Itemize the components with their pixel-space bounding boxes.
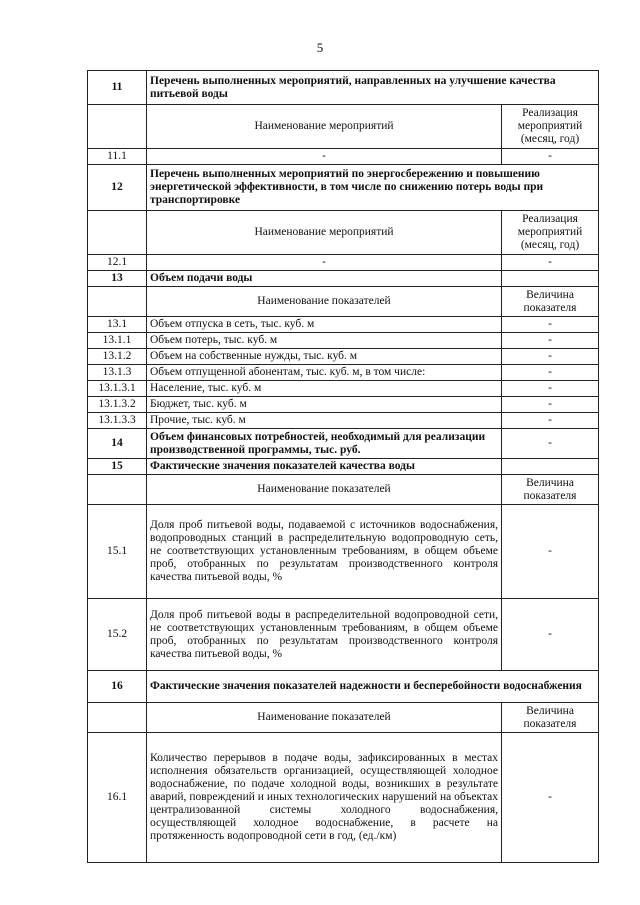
section-row (88, 671, 599, 703)
section-row (88, 459, 599, 475)
row-number: 13.1.3 (88, 365, 147, 381)
row-number: 11.1 (88, 149, 147, 165)
row-description: - (147, 255, 502, 271)
row-value: - (502, 381, 599, 397)
section-title: Объем финансовых потребностей, необходимый для реализации производственной программы, тыс. руб. (147, 429, 502, 459)
row-description: Прочие, тыс. куб. м (147, 413, 502, 429)
table-row (88, 365, 599, 381)
row-number: 15.2 (88, 599, 147, 671)
row-value: - (502, 149, 599, 165)
row-value: - (502, 349, 599, 365)
table-row (88, 149, 599, 165)
table-row (88, 333, 599, 349)
column-header-value: Реализация мероприятий (месяц, год) (502, 105, 599, 149)
column-header-name: Наименование показателей (147, 287, 502, 317)
row-number: 13.1.3.1 (88, 381, 147, 397)
section-title: Фактические значения показателей надежности и бесперебойности водоснабжения (147, 671, 599, 703)
table-row (88, 599, 599, 671)
table-row (88, 255, 599, 271)
row-description: Объем отпущенной абонентам, тыс. куб. м, в том числе: (147, 365, 502, 381)
page-number: 5 (316, 40, 324, 55)
row-value: - (502, 317, 599, 333)
row-number: 13.1.3.2 (88, 397, 147, 413)
row-description: Количество перерывов в подаче воды, зафиксированных в местах исполнения обязательств организацией, осуществляющей холодное водоснабжение, по подаче холодной воды, возникших в результате аварий, повреждений и иных технологических нарушений на объектах централизованной системы холодного водоснабжения, осуществляющей холодное водоснабжение, в расчете на протяженность водопроводной сети в год, (ед./км) (147, 733, 502, 863)
row-number: 15.1 (88, 505, 147, 599)
row-description: Бюджет, тыс. куб. м (147, 397, 502, 413)
row-number (88, 475, 147, 505)
row-description: Объем на собственные нужды, тыс. куб. м (147, 349, 502, 365)
row-value: - (502, 397, 599, 413)
table-body (88, 71, 599, 863)
section-title: Фактические значения показателей качества воды (147, 459, 502, 475)
row-value: - (502, 365, 599, 381)
section-title: Объем подачи воды (147, 271, 502, 287)
row-number (88, 211, 147, 255)
column-header-row (88, 211, 599, 255)
table-row (88, 733, 599, 863)
column-header-name: Наименование показателей (147, 475, 502, 505)
row-description: Население, тыс. куб. м (147, 381, 502, 397)
row-number (88, 703, 147, 733)
row-description: Объем потерь, тыс. куб. м (147, 333, 502, 349)
section-row (88, 429, 599, 459)
section-row (88, 271, 599, 287)
row-description: Доля проб питьевой воды в распределительной водопроводной сети, не соответствующих установленным требованиям, в общем объеме проб, отобранных по результатам производственного контроля качества питьевой воды, % (147, 599, 502, 671)
table-row (88, 349, 599, 365)
table-row (88, 317, 599, 333)
row-value: - (502, 505, 599, 599)
column-header-name: Наименование показателей (147, 703, 502, 733)
column-header-value: Реализация мероприятий (месяц, год) (502, 211, 599, 255)
row-number: 15 (88, 459, 147, 475)
row-number: 13.1 (88, 317, 147, 333)
row-number: 12 (88, 165, 147, 211)
row-number: 13.1.3.3 (88, 413, 147, 429)
section-title: Перечень выполненных мероприятий по энергосбережению и повышению энергетической эффективности, в том числе по снижению потерь воды при транспортировке (147, 165, 599, 211)
report-table (87, 70, 599, 863)
column-header-value: Величина показателя (502, 475, 599, 505)
row-number: 13.1.1 (88, 333, 147, 349)
row-number (88, 287, 147, 317)
row-description: Доля проб питьевой воды, подаваемой с источников водоснабжения, водопроводных станций в распределительную водопроводную сеть, не соответствующих установленным требованиям, в общем объеме проб, отобранных по результатам производственного контроля качества питьевой воды, % (147, 505, 502, 599)
row-number: 12.1 (88, 255, 147, 271)
table-row (88, 505, 599, 599)
table-row (88, 381, 599, 397)
row-value: - (502, 255, 599, 271)
row-description: - (147, 149, 502, 165)
row-value (502, 271, 599, 287)
row-value: - (502, 733, 599, 863)
row-number: 16 (88, 671, 147, 703)
row-description: Объем отпуска в сеть, тыс. куб. м (147, 317, 502, 333)
table-row (88, 413, 599, 429)
column-header-row (88, 703, 599, 733)
row-number: 13.1.2 (88, 349, 147, 365)
row-number (88, 105, 147, 149)
column-header-row (88, 105, 599, 149)
row-value: - (502, 429, 599, 459)
column-header-row (88, 287, 599, 317)
row-value: - (502, 599, 599, 671)
column-header-row (88, 475, 599, 505)
row-number: 11 (88, 71, 147, 105)
column-header-value: Величина показателя (502, 287, 599, 317)
section-row (88, 71, 599, 105)
row-number: 14 (88, 429, 147, 459)
section-title: Перечень выполненных мероприятий, направленных на улучшение качества питьевой воды (147, 71, 599, 105)
row-value: - (502, 413, 599, 429)
section-row (88, 165, 599, 211)
column-header-name: Наименование мероприятий (147, 105, 502, 149)
row-value (502, 459, 599, 475)
column-header-value: Величина показателя (502, 703, 599, 733)
table-row (88, 397, 599, 413)
row-number: 16.1 (88, 733, 147, 863)
column-header-name: Наименование мероприятий (147, 211, 502, 255)
row-number: 13 (88, 271, 147, 287)
row-value: - (502, 333, 599, 349)
